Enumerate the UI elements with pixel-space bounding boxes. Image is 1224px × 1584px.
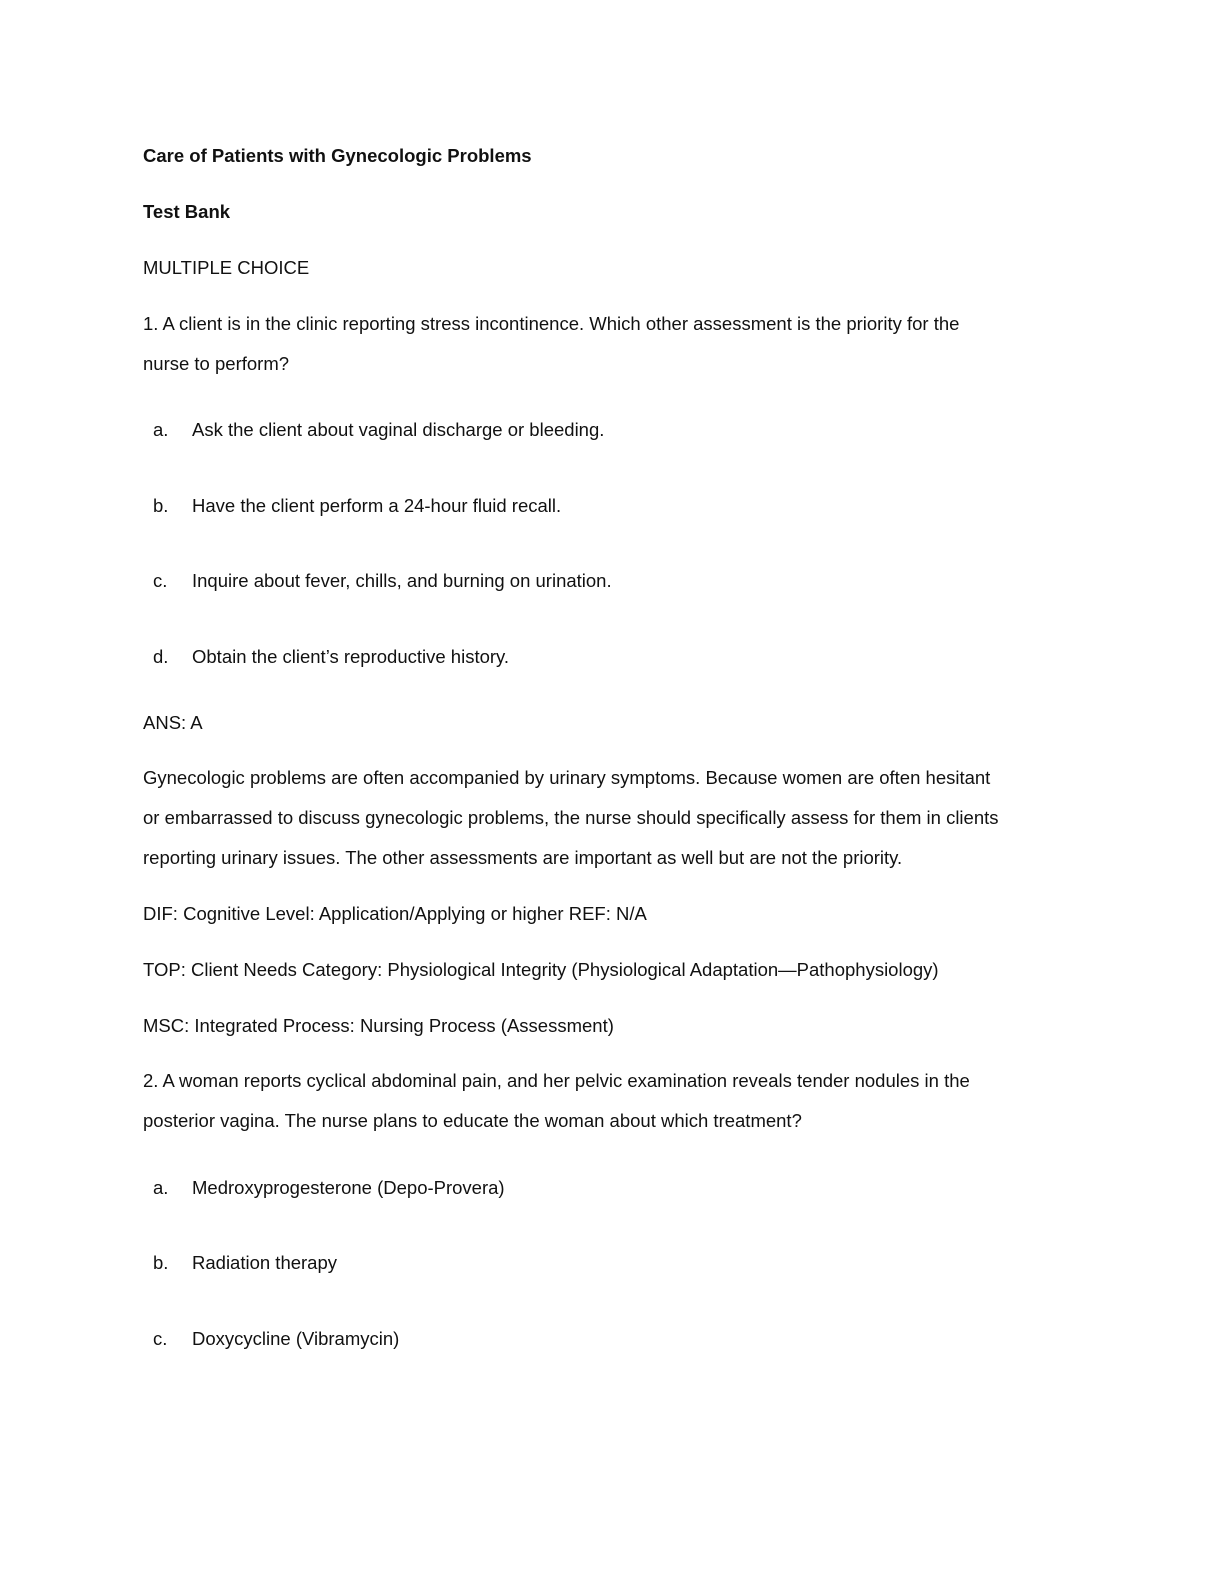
question-2-stem-line-1: 2. A woman reports cyclical abdominal pain, and her pelvic examination reveals tender nodules in the [143, 1070, 970, 1091]
section-heading: MULTIPLE CHOICE [143, 257, 310, 278]
question-2-stem-line-2: posterior vagina. The nurse plans to educate the woman about which treatment? [143, 1110, 802, 1131]
question-2-option-b-text: Radiation therapy [192, 1252, 338, 1273]
question-2-option-c-letter: c. [153, 1328, 168, 1349]
question-1-option-a-letter: a. [153, 419, 169, 440]
document-title: Care of Patients with Gynecologic Problems [143, 145, 532, 166]
question-1-answer: ANS: A [143, 712, 203, 733]
question-1-stem-line-2: nurse to perform? [143, 353, 290, 374]
question-1-option-c-text: Inquire about fever, chills, and burning on urination. [192, 570, 612, 591]
question-1-rationale-line-3: reporting urinary issues. The other assessments are important as well but are not the priority. [143, 847, 903, 868]
question-1-option-b-text: Have the client perform a 24-hour fluid recall. [192, 495, 562, 516]
question-1-option-d-text: Obtain the client’s reproductive history. [192, 646, 510, 667]
question-1-option-b-letter: b. [153, 495, 169, 516]
question-1-rationale-line-2: or embarrassed to discuss gynecologic problems, the nurse should specifically assess for them in clients [143, 807, 999, 828]
question-1-top: TOP: Client Needs Category: Physiological Integrity (Physiological Adaptation—Pathophysiology) [143, 959, 939, 980]
question-1-stem-line-1: 1. A client is in the clinic reporting stress incontinence. Which other assessment is the priority for the [143, 313, 960, 334]
question-1-rationale-line-1: Gynecologic problems are often accompanied by urinary symptoms. Because women are often hesitant [143, 767, 991, 788]
question-1-option-d-letter: d. [153, 646, 169, 667]
question-2-option-a-letter: a. [153, 1177, 169, 1198]
document-subtitle: Test Bank [143, 201, 231, 222]
question-1-option-a-text: Ask the client about vaginal discharge or bleeding. [192, 419, 605, 440]
question-1-option-c-letter: c. [153, 570, 168, 591]
question-1-msc: MSC: Integrated Process: Nursing Process (Assessment) [143, 1015, 614, 1036]
question-1-dif: DIF: Cognitive Level: Application/Applying or higher REF: N/A [143, 903, 647, 924]
question-2-option-b-letter: b. [153, 1252, 169, 1273]
question-2-option-c-text: Doxycycline (Vibramycin) [192, 1328, 400, 1349]
question-2-option-a-text: Medroxyprogesterone (Depo-Provera) [192, 1177, 505, 1198]
